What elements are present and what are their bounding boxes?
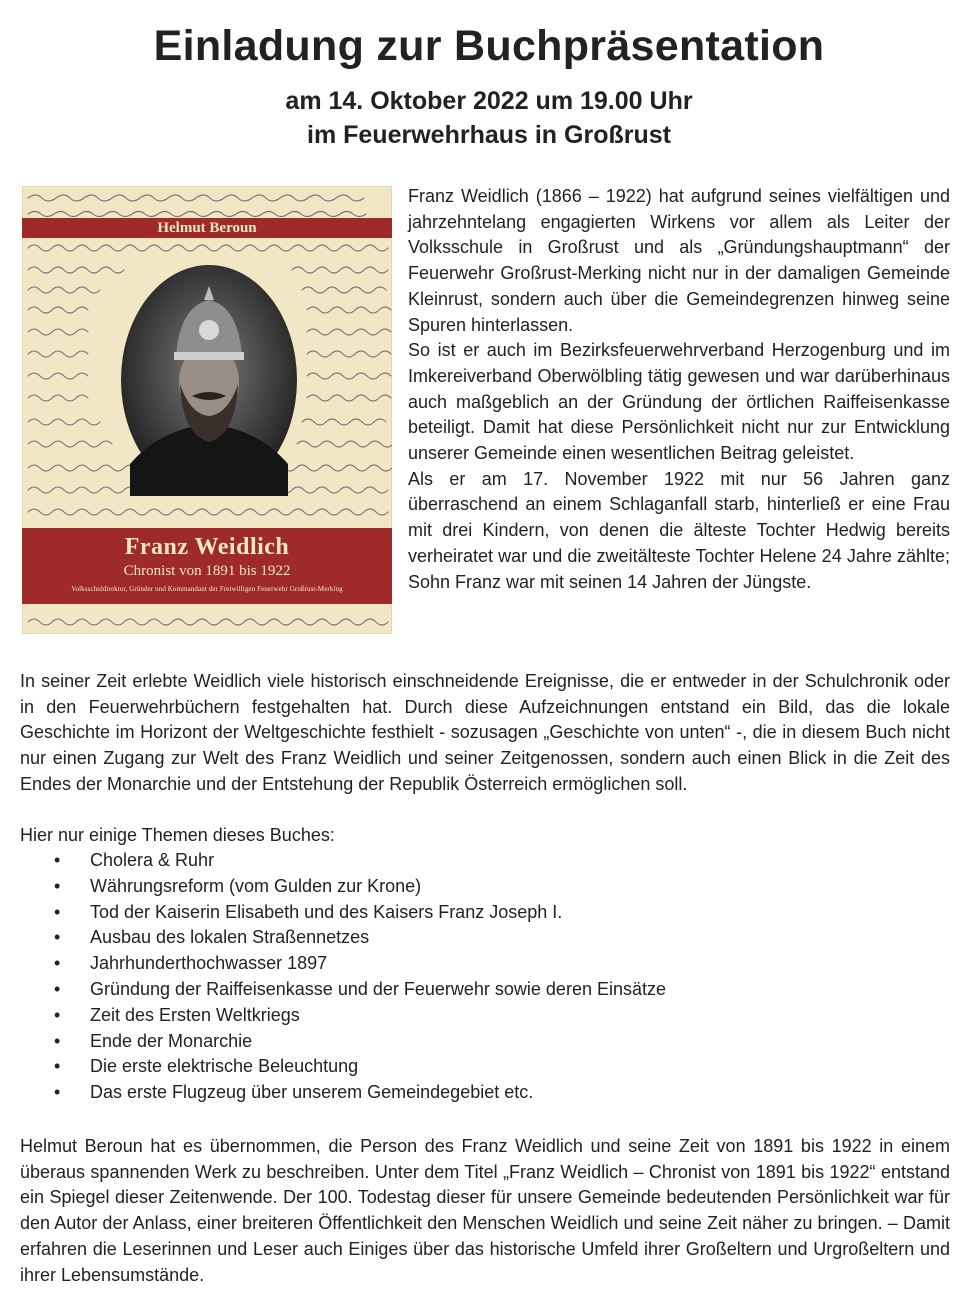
list-item: • Zeit des Ersten Weltkriegs [20, 1003, 920, 1029]
topics-intro: Hier nur einige Themen dieses Buches: [20, 825, 335, 845]
list-item: • Die erste elektrische Beleuchtung [20, 1054, 920, 1080]
list-item: • Ende der Monarchie [20, 1029, 920, 1055]
cover-title: Franz Weidlich [124, 534, 290, 560]
list-item: • Währungsreform (vom Gulden zur Krone) [20, 874, 920, 900]
closing-paragraph: Helmut Beroun hat es übernommen, die Person des Franz Weidlich und seine Zeit von 1891 bis 1922 in einem überaus spannenden Werk zu beschreiben. Unter dem Titel „Franz Weidlich – Chronist von 1891 bis 1922“ entstand ein Spiegel dieser Zeitenwende. Der 100. Todestag dieser für unsere Gemeinde bedeutenden Persönlichkeit war für den Autor der Anlass, einer breiteren Öffentlichkeit den Menschen Weidlich und seine Zeit näher zu bringen. – Damit erfahren die Leserinnen und Leser auch Einiges über das historische Umfeld ihrer Großeltern und Urgroßeltern und ihrer Lebensumstände. [20, 1136, 950, 1285]
paragraph: Franz Weidlich (1866 – 1922) hat aufgrund seines vielfältigen und jahrzehntelang engagierten Wirkens vor allem als Leiter der Volksschule in Großrust und als „Gründungshauptmann“ der Feuerwehr Großrust-Merking nicht nur in der damaligen Gemeinde Kleinrust, sondern auch über die Gemeindegrenzen hinweg seine Spuren hinterlassen. [408, 186, 950, 335]
list-item: • Ausbau des lokalen Straßennetzes [20, 925, 920, 951]
cover-author: Helmut Beroun [22, 218, 392, 238]
intro-text-column [408, 184, 950, 595]
portrait-image [120, 264, 298, 496]
topics-list [20, 848, 920, 1106]
cover-title-band [22, 528, 392, 604]
event-date: am 14. Oktober 2022 um 19.00 Uhr [285, 87, 693, 115]
list-item: • Cholera & Ruhr [20, 848, 920, 874]
list-item: • Gründung der Raiffeisenkasse und der Feuerwehr sowie deren Einsätze [20, 977, 920, 1003]
main-paragraph: In seiner Zeit erlebte Weidlich viele historisch einschneidende Ereignisse, die er entweder in der Schulchronik oder in den Feuerwehrbüchern festgehalten hat. Durch diese Aufzeichnungen entstand ein Bild, das die lokale Geschichte im Horizont der Weltgeschichte festhielt - sozusagen „Geschichte von unten“ -, die in diesem Buch nicht nur einen Zugang zur Welt des Franz Weidlich und seiner Zeitgenossen, sondern auch einen Blick in die Zeit des Endes der Monarchie und der Entstehung der Republik Österreich ermöglichen soll. [20, 671, 950, 794]
page-title: Einladung zur Buchpräsentation [153, 22, 825, 70]
paragraph: So ist er auch im Bezirksfeuerwehrverband Herzogenburg und im Imkereiverband Oberwölbling tätig gewesen und war darüberhinaus auch maßgeblich an der Gründung der örtlichen Raiffeisenkasse beteiligt. Damit hat diese Persönlichkeit nicht nur zur Entwicklung unserer Gemeinde einen wesentlichen Beitrag geleistet. [408, 340, 950, 464]
list-item: • Jahrhunderthochwasser 1897 [20, 951, 920, 977]
book-cover-image [22, 186, 392, 634]
cover-tagline: Volksschuldirektor, Gründer und Kommandant der Freiwilligen Feuerwehr Großrust-Merking [71, 585, 343, 593]
list-item: • Das erste Flugzeug über unserem Gemeindegebiet etc. [20, 1080, 920, 1106]
list-item: • Tod der Kaiserin Elisabeth und des Kaisers Franz Joseph I. [20, 900, 920, 926]
paragraph: Als er am 17. November 1922 mit nur 56 Jahren ganz überraschend an einem Schlaganfall starb, hinterließ er eine Frau mit drei Kindern, von denen die älteste Tochter Hedwig bereits verheiratet war und die zweitälteste Tochter Helene 24 Jahre zählte; Sohn Franz war mit seinen 14 Jahren der Jüngste. [408, 468, 950, 592]
cover-subtitle: Chronist von 1891 bis 1922 [123, 563, 291, 579]
event-location: im Feuerwehrhaus in Großrust [307, 121, 671, 149]
